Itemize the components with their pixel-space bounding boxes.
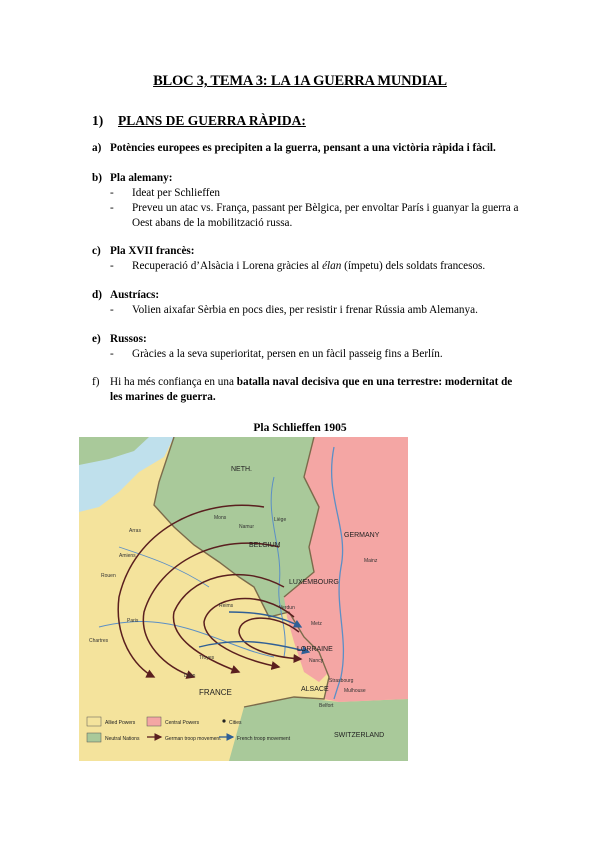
- label-switzerland: SWITZERLAND: [334, 732, 385, 739]
- list-item-f: [92, 375, 522, 405]
- bullet-text: Gràcies a la seva superioritat, persen en un fàcil passeig fins a Berlín.: [132, 348, 443, 360]
- city-dijon: Dijon: [184, 673, 196, 679]
- item-c-heading: Pla XVII francès:: [110, 245, 195, 257]
- city-reims: Reims: [219, 603, 234, 609]
- city-arras: Arras: [129, 528, 141, 534]
- item-letter: d): [92, 289, 102, 301]
- item-letter: b): [92, 172, 102, 184]
- item-f-bold: batalla naval decisiva que en una terrestre: modernitat de les marines de guerra.: [110, 376, 513, 403]
- city-troyes: Troyes: [199, 655, 215, 661]
- list-item-a: [92, 141, 522, 156]
- item-letter: f): [92, 376, 100, 388]
- list-item-b: [92, 171, 519, 231]
- city-amiens: Amiens: [119, 553, 136, 559]
- item-letter: c): [92, 245, 101, 257]
- figure-caption: Pla Schlieffen 1905: [253, 422, 347, 434]
- bullet-text-pre: Recuperació d’Alsàcia i Lorena gràcies al: [132, 260, 323, 272]
- item-a-text: Potències europees es precipiten a la guerra, pensant a una victòria ràpida i fàcil.: [110, 142, 496, 154]
- legend-neutral: Neutral Nations: [105, 736, 140, 742]
- label-belgium: BELGIUM: [249, 542, 281, 549]
- city-verdun: Verdun: [279, 605, 295, 611]
- legend-central: Central Powers: [165, 720, 200, 726]
- bullet-text-em: élan: [322, 260, 342, 272]
- city-chartres: Chartres: [89, 638, 109, 644]
- label-alsace: ALSACE: [301, 686, 329, 693]
- bullet: - Gràcies a la seva superioritat, persen en un fàcil passeig fins a Berlín.: [110, 348, 443, 360]
- item-e-heading: Russos:: [110, 333, 147, 345]
- item-b-heading: Pla alemany:: [110, 172, 173, 184]
- city-rouen: Rouen: [101, 573, 116, 579]
- bullet: - Volien aixafar Sèrbia en pocs dies, per resistir i frenar Rússia amb Alemanya.: [110, 304, 478, 316]
- city-mainz: Mainz: [364, 558, 378, 564]
- city-mons: Mons: [214, 515, 227, 521]
- legend-cities: Cities: [229, 720, 242, 726]
- label-france: FRANCE: [199, 688, 232, 697]
- list-item-e: [92, 332, 512, 362]
- document-title: BLOC 3, TEMA 3: LA 1A GUERRA MUNDIAL: [153, 73, 447, 89]
- list-item-d: [92, 288, 512, 318]
- city-strasbourg: Strasbourg: [329, 678, 354, 684]
- city-metz: Metz: [311, 621, 322, 627]
- bullet-text: Volien aixafar Sèrbia en pocs dies, per resistir i frenar Rússia amb Alemanya.: [132, 304, 478, 316]
- item-d-heading: Austríacs:: [110, 289, 160, 301]
- city-belfort: Belfort: [319, 703, 334, 709]
- bullet-text: Preveu un atac vs. França, passant per Bèlgica, per envoltar París i guanyar la guerra a Oest abans de la mobilització russa.: [132, 202, 519, 229]
- bullet-text: Ideat per Schlieffen: [132, 187, 221, 199]
- city-liege: Liège: [274, 517, 287, 523]
- section-heading: [92, 113, 306, 129]
- legend-german: German troop movement: [165, 736, 221, 742]
- city-namur: Namur: [239, 524, 255, 530]
- legend-allied: Allied Powers: [105, 720, 136, 726]
- item-letter: e): [92, 333, 101, 345]
- schlieffen-plan-map: [79, 437, 408, 761]
- item-f-plain: Hi ha més confiança en una: [110, 376, 237, 388]
- city-nancy: Nancy: [309, 658, 324, 664]
- label-germany: GERMANY: [344, 532, 380, 539]
- label-lorraine: LORRAINE: [297, 646, 333, 653]
- bullet-text-post: (ímpetu) dels soldats francesos.: [341, 260, 486, 272]
- bullet: - Ideat per Schlieffen: [110, 187, 221, 199]
- list-item-c: [92, 244, 512, 274]
- section-number: 1): [92, 113, 104, 128]
- legend-french: French troop movement: [237, 736, 291, 742]
- label-neth: NETH.: [231, 466, 252, 473]
- item-f-text: [110, 375, 522, 405]
- city-mulhouse: Mulhouse: [344, 688, 366, 694]
- bullet: - Preveu un atac vs. França, passant per Bèlgica, per envoltar París i guanyar la guerra a Oest abans de la mobilització russa.: [110, 202, 519, 229]
- label-lux: LUXEMBOURG: [289, 579, 339, 586]
- bullet: - Recuperació d’Alsàcia i Lorena gràcies al élan (ímpetu) dels soldats francesos.: [110, 260, 486, 272]
- section-heading-text: PLANS DE GUERRA RÀPIDA:: [118, 113, 306, 128]
- city-paris: Paris: [127, 618, 139, 624]
- item-letter: a): [92, 142, 102, 154]
